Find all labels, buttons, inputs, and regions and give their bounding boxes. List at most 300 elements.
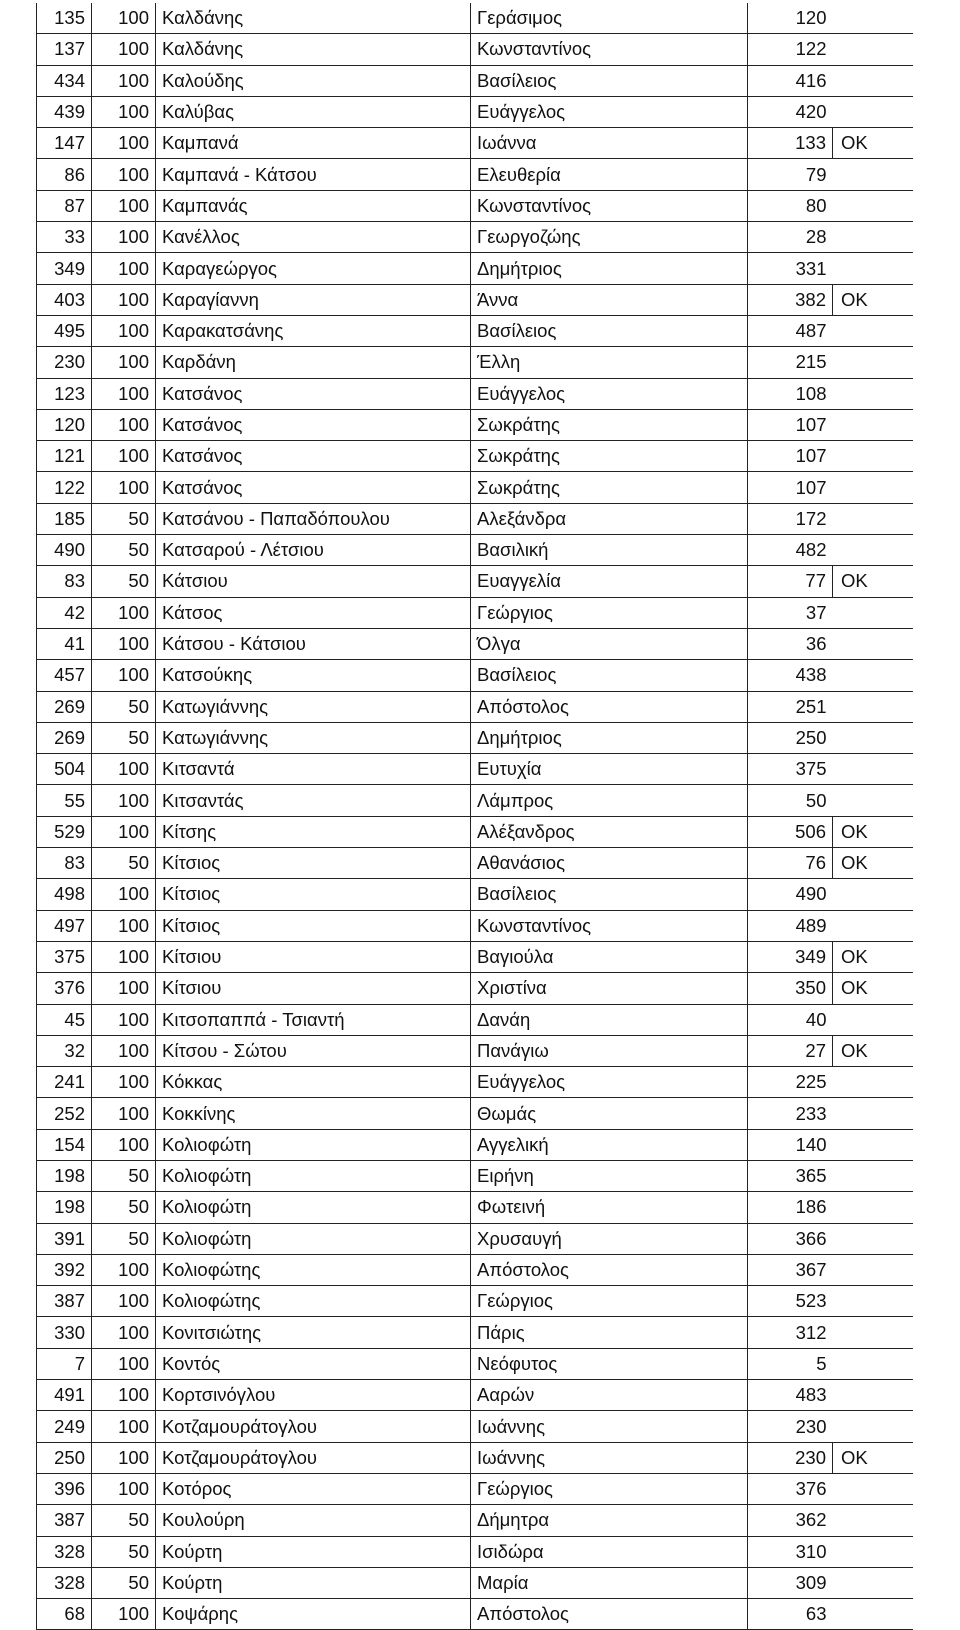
table-row	[37, 535, 913, 566]
first-name-cell: Δανάη	[471, 1004, 748, 1035]
status-mark-cell: ΟΚ	[833, 284, 913, 315]
table-row	[37, 1536, 913, 1567]
status-mark-cell	[833, 190, 913, 221]
table-row	[37, 284, 913, 315]
first-name-cell: Βασιλική	[471, 535, 748, 566]
first-name-cell: Ευάγγελος	[471, 378, 748, 409]
first-name-cell: Ιωάννης	[471, 1442, 748, 1473]
number-cell: 133	[748, 128, 833, 159]
status-mark-cell	[833, 1411, 913, 1442]
number-cell: 331	[748, 253, 833, 284]
first-name-cell: Αλέξανδρος	[471, 816, 748, 847]
first-name-cell: Ειρήνη	[471, 1160, 748, 1191]
number-cell: 490	[748, 879, 833, 910]
first-name-cell: Αγγελική	[471, 1129, 748, 1160]
status-mark-cell	[833, 1317, 913, 1348]
table-row	[37, 1098, 913, 1129]
surname-cell: Καλούδης	[156, 65, 471, 96]
first-name-cell: Κωνσταντίνος	[471, 190, 748, 221]
surname-cell: Κατσάνος	[156, 378, 471, 409]
status-mark-cell	[833, 722, 913, 753]
surname-cell: Κιτσαντά	[156, 754, 471, 785]
number-cell: 120	[748, 3, 833, 34]
first-name-cell: Πάρις	[471, 1317, 748, 1348]
table-row	[37, 1286, 913, 1317]
record-id-cell: 269	[37, 722, 92, 753]
status-mark-cell	[833, 34, 913, 65]
number-cell: 107	[748, 409, 833, 440]
surname-cell: Κολιοφώτης	[156, 1286, 471, 1317]
record-id-cell: 328	[37, 1567, 92, 1598]
number-cell: 487	[748, 315, 833, 346]
status-mark-cell	[833, 1192, 913, 1223]
surname-cell: Κατσάνος	[156, 441, 471, 472]
first-name-cell: Όλγα	[471, 628, 748, 659]
share-cell: 100	[92, 1067, 156, 1098]
surname-cell: Κατσάνος	[156, 409, 471, 440]
table-row	[37, 1599, 913, 1630]
record-id-cell: 68	[37, 1599, 92, 1630]
surname-cell: Κόκκας	[156, 1067, 471, 1098]
table-row	[37, 722, 913, 753]
first-name-cell: Φωτεινή	[471, 1192, 748, 1223]
surname-cell: Καραγεώργος	[156, 253, 471, 284]
number-cell: 506	[748, 816, 833, 847]
status-mark-cell: ΟΚ	[833, 941, 913, 972]
status-mark-cell	[833, 1067, 913, 1098]
record-id-cell: 120	[37, 409, 92, 440]
first-name-cell: Βαγιούλα	[471, 941, 748, 972]
number-cell: 312	[748, 1317, 833, 1348]
surname-cell: Κοντός	[156, 1348, 471, 1379]
record-id-cell: 457	[37, 660, 92, 691]
number-cell: 416	[748, 65, 833, 96]
status-mark-cell	[833, 1098, 913, 1129]
surname-cell: Κολιοφώτη	[156, 1223, 471, 1254]
table-row	[37, 1317, 913, 1348]
record-id-cell: 122	[37, 472, 92, 503]
status-mark-cell	[833, 597, 913, 628]
share-cell: 100	[92, 65, 156, 96]
table-row	[37, 1192, 913, 1223]
table-row	[37, 441, 913, 472]
surname-cell: Καλδάνης	[156, 34, 471, 65]
table-row	[37, 3, 913, 34]
surname-cell: Καρακατσάνης	[156, 315, 471, 346]
status-mark-cell	[833, 754, 913, 785]
first-name-cell: Ιωάννα	[471, 128, 748, 159]
status-mark-cell: ΟΚ	[833, 128, 913, 159]
record-id-cell: 55	[37, 785, 92, 816]
number-cell: 230	[748, 1411, 833, 1442]
first-name-cell: Χρυσαυγή	[471, 1223, 748, 1254]
status-mark-cell	[833, 1160, 913, 1191]
status-mark-cell	[833, 1254, 913, 1285]
surname-cell: Κατσούκης	[156, 660, 471, 691]
first-name-cell: Βασίλειος	[471, 879, 748, 910]
share-cell: 100	[92, 159, 156, 190]
first-name-cell: Απόστολος	[471, 691, 748, 722]
table-row	[37, 754, 913, 785]
table-row	[37, 1442, 913, 1473]
table-row	[37, 1067, 913, 1098]
surname-cell: Καραγίαννη	[156, 284, 471, 315]
status-mark-cell	[833, 1004, 913, 1035]
record-id-cell: 137	[37, 34, 92, 65]
first-name-cell: Κωνσταντίνος	[471, 910, 748, 941]
table-row	[37, 1223, 913, 1254]
first-name-cell: Μαρία	[471, 1567, 748, 1598]
table-row	[37, 1505, 913, 1536]
first-name-cell: Λάμπρος	[471, 785, 748, 816]
status-mark-cell	[833, 1536, 913, 1567]
number-cell: 79	[748, 159, 833, 190]
table-row	[37, 1473, 913, 1504]
table-row	[37, 1035, 913, 1066]
record-id-cell: 7	[37, 1348, 92, 1379]
number-cell: 310	[748, 1536, 833, 1567]
share-cell: 100	[92, 34, 156, 65]
first-name-cell: Ευάγγελος	[471, 96, 748, 127]
first-name-cell: Ελευθερία	[471, 159, 748, 190]
share-cell: 100	[92, 1473, 156, 1504]
surname-cell: Κιτσαντάς	[156, 785, 471, 816]
record-id-cell: 45	[37, 1004, 92, 1035]
status-mark-cell	[833, 628, 913, 659]
status-mark-cell	[833, 660, 913, 691]
share-cell: 50	[92, 566, 156, 597]
record-id-cell: 241	[37, 1067, 92, 1098]
status-mark-cell	[833, 1348, 913, 1379]
number-cell: 250	[748, 722, 833, 753]
record-id-cell: 328	[37, 1536, 92, 1567]
number-cell: 482	[748, 535, 833, 566]
record-id-cell: 87	[37, 190, 92, 221]
first-name-cell: Σωκράτης	[471, 409, 748, 440]
first-name-cell: Ιωάννης	[471, 1411, 748, 1442]
table-row	[37, 1380, 913, 1411]
status-mark-cell	[833, 879, 913, 910]
surname-cell: Καλύβας	[156, 96, 471, 127]
first-name-cell: Ισιδώρα	[471, 1536, 748, 1567]
number-cell: 63	[748, 1599, 833, 1630]
surname-cell: Κατωγιάννης	[156, 691, 471, 722]
table-row	[37, 1254, 913, 1285]
first-name-cell: Απόστολος	[471, 1254, 748, 1285]
first-name-cell: Έλλη	[471, 347, 748, 378]
surname-cell: Κίτσης	[156, 816, 471, 847]
table-row	[37, 910, 913, 941]
first-name-cell: Πανάγιω	[471, 1035, 748, 1066]
share-cell: 100	[92, 941, 156, 972]
share-cell: 100	[92, 284, 156, 315]
share-cell: 100	[92, 879, 156, 910]
share-cell: 100	[92, 128, 156, 159]
table-row	[37, 566, 913, 597]
surname-cell: Κουλούρη	[156, 1505, 471, 1536]
number-cell: 375	[748, 754, 833, 785]
number-cell: 186	[748, 1192, 833, 1223]
surname-cell: Κορτσινόγλου	[156, 1380, 471, 1411]
status-mark-cell: ΟΚ	[833, 1442, 913, 1473]
table-row	[37, 253, 913, 284]
status-mark-cell	[833, 503, 913, 534]
first-name-cell: Σωκράτης	[471, 441, 748, 472]
share-cell: 100	[92, 1599, 156, 1630]
record-id-cell: 349	[37, 253, 92, 284]
number-cell: 230	[748, 1442, 833, 1473]
first-name-cell: Ααρών	[471, 1380, 748, 1411]
status-mark-cell	[833, 65, 913, 96]
surname-cell: Κατσάνου - Παπαδόπουλου	[156, 503, 471, 534]
share-cell: 100	[92, 378, 156, 409]
surname-cell: Καμπανά - Κάτσου	[156, 159, 471, 190]
first-name-cell: Δημήτριος	[471, 253, 748, 284]
record-id-cell: 121	[37, 441, 92, 472]
record-id-cell: 123	[37, 378, 92, 409]
number-cell: 27	[748, 1035, 833, 1066]
surname-cell: Κίτσου - Σώτου	[156, 1035, 471, 1066]
record-id-cell: 498	[37, 879, 92, 910]
surname-cell: Καμπανά	[156, 128, 471, 159]
table-row	[37, 409, 913, 440]
share-cell: 100	[92, 441, 156, 472]
surname-cell: Κοψάρης	[156, 1599, 471, 1630]
surname-cell: Καρδάνη	[156, 347, 471, 378]
table-row	[37, 96, 913, 127]
status-mark-cell	[833, 1380, 913, 1411]
record-id-cell: 490	[37, 535, 92, 566]
record-id-cell: 403	[37, 284, 92, 315]
number-cell: 108	[748, 378, 833, 409]
share-cell: 50	[92, 535, 156, 566]
surname-cell: Κονιτσιώτης	[156, 1317, 471, 1348]
first-name-cell: Απόστολος	[471, 1599, 748, 1630]
table-row	[37, 65, 913, 96]
status-mark-cell	[833, 1286, 913, 1317]
surname-cell: Κίτσιου	[156, 941, 471, 972]
share-cell: 50	[92, 503, 156, 534]
first-name-cell: Αθανάσιος	[471, 848, 748, 879]
share-cell: 100	[92, 628, 156, 659]
share-cell: 100	[92, 222, 156, 253]
surname-cell: Κίτσιου	[156, 973, 471, 1004]
table-row	[37, 691, 913, 722]
share-cell: 100	[92, 1348, 156, 1379]
first-name-cell: Ευάγγελος	[471, 1067, 748, 1098]
record-id-cell: 198	[37, 1160, 92, 1191]
share-cell: 100	[92, 347, 156, 378]
share-cell: 100	[92, 816, 156, 847]
share-cell: 100	[92, 785, 156, 816]
first-name-cell: Σωκράτης	[471, 472, 748, 503]
number-cell: 140	[748, 1129, 833, 1160]
record-id-cell: 41	[37, 628, 92, 659]
share-cell: 50	[92, 1505, 156, 1536]
status-mark-cell	[833, 3, 913, 34]
share-cell: 100	[92, 754, 156, 785]
number-cell: 523	[748, 1286, 833, 1317]
record-id-cell: 147	[37, 128, 92, 159]
record-id-cell: 375	[37, 941, 92, 972]
table-row	[37, 628, 913, 659]
surname-cell: Κολιοφώτη	[156, 1192, 471, 1223]
record-id-cell: 33	[37, 222, 92, 253]
surname-cell: Κοκκίνης	[156, 1098, 471, 1129]
status-mark-cell	[833, 785, 913, 816]
share-cell: 50	[92, 848, 156, 879]
table-row	[37, 941, 913, 972]
number-cell: 233	[748, 1098, 833, 1129]
status-mark-cell: ΟΚ	[833, 973, 913, 1004]
record-id-cell: 491	[37, 1380, 92, 1411]
record-id-cell: 230	[37, 347, 92, 378]
number-cell: 77	[748, 566, 833, 597]
surname-cell: Καμπανάς	[156, 190, 471, 221]
number-cell: 365	[748, 1160, 833, 1191]
table-row	[37, 503, 913, 534]
first-name-cell: Γεώργιος	[471, 1473, 748, 1504]
number-cell: 489	[748, 910, 833, 941]
status-mark-cell	[833, 1223, 913, 1254]
surname-cell: Κοτζαμουράτογλου	[156, 1442, 471, 1473]
status-mark-cell	[833, 472, 913, 503]
surname-cell: Κατσάνος	[156, 472, 471, 503]
share-cell: 50	[92, 1567, 156, 1598]
record-id-cell: 250	[37, 1442, 92, 1473]
share-cell: 100	[92, 597, 156, 628]
first-name-cell: Γεώργιος	[471, 1286, 748, 1317]
table-row	[37, 1160, 913, 1191]
share-cell: 100	[92, 253, 156, 284]
table-row	[37, 660, 913, 691]
surname-cell: Κάτσιου	[156, 566, 471, 597]
share-cell: 100	[92, 1442, 156, 1473]
number-cell: 28	[748, 222, 833, 253]
status-mark-cell	[833, 535, 913, 566]
status-mark-cell	[833, 378, 913, 409]
share-cell: 100	[92, 409, 156, 440]
record-id-cell: 497	[37, 910, 92, 941]
share-cell: 100	[92, 1129, 156, 1160]
record-id-cell: 269	[37, 691, 92, 722]
table-row	[37, 159, 913, 190]
share-cell: 100	[92, 1035, 156, 1066]
surname-cell: Κίτσιος	[156, 910, 471, 941]
first-name-cell: Βασίλειος	[471, 65, 748, 96]
surname-cell: Κατωγιάννης	[156, 722, 471, 753]
number-cell: 483	[748, 1380, 833, 1411]
first-name-cell: Άννα	[471, 284, 748, 315]
status-mark-cell	[833, 315, 913, 346]
share-cell: 100	[92, 1254, 156, 1285]
record-id-cell: 252	[37, 1098, 92, 1129]
share-cell: 100	[92, 3, 156, 34]
share-cell: 100	[92, 1098, 156, 1129]
number-cell: 309	[748, 1567, 833, 1598]
status-mark-cell	[833, 1567, 913, 1598]
surname-cell: Κολιοφώτης	[156, 1254, 471, 1285]
first-name-cell: Θωμάς	[471, 1098, 748, 1129]
first-name-cell: Αλεξάνδρα	[471, 503, 748, 534]
surname-cell: Κοτόρος	[156, 1473, 471, 1504]
status-mark-cell	[833, 96, 913, 127]
records-table-container	[36, 3, 913, 1630]
first-name-cell: Ευτυχία	[471, 754, 748, 785]
share-cell: 100	[92, 910, 156, 941]
number-cell: 350	[748, 973, 833, 1004]
status-mark-cell: ΟΚ	[833, 566, 913, 597]
table-row	[37, 472, 913, 503]
share-cell: 100	[92, 1286, 156, 1317]
number-cell: 367	[748, 1254, 833, 1285]
status-mark-cell: ΟΚ	[833, 1035, 913, 1066]
share-cell: 50	[92, 691, 156, 722]
number-cell: 215	[748, 347, 833, 378]
record-id-cell: 135	[37, 3, 92, 34]
table-row	[37, 347, 913, 378]
first-name-cell: Ευαγγελία	[471, 566, 748, 597]
number-cell: 37	[748, 597, 833, 628]
record-id-cell: 376	[37, 973, 92, 1004]
table-row	[37, 1567, 913, 1598]
status-mark-cell: ΟΚ	[833, 816, 913, 847]
table-row	[37, 1129, 913, 1160]
first-name-cell: Νεόφυτος	[471, 1348, 748, 1379]
share-cell: 100	[92, 973, 156, 1004]
number-cell: 122	[748, 34, 833, 65]
surname-cell: Καλδάνης	[156, 3, 471, 34]
share-cell: 100	[92, 660, 156, 691]
number-cell: 251	[748, 691, 833, 722]
share-cell: 100	[92, 1380, 156, 1411]
record-id-cell: 434	[37, 65, 92, 96]
status-mark-cell	[833, 253, 913, 284]
table-row	[37, 378, 913, 409]
record-id-cell: 330	[37, 1317, 92, 1348]
record-id-cell: 249	[37, 1411, 92, 1442]
status-mark-cell	[833, 1599, 913, 1630]
number-cell: 349	[748, 941, 833, 972]
share-cell: 50	[92, 722, 156, 753]
surname-cell: Κίτσιος	[156, 848, 471, 879]
number-cell: 36	[748, 628, 833, 659]
surname-cell: Κίτσιος	[156, 879, 471, 910]
number-cell: 50	[748, 785, 833, 816]
share-cell: 100	[92, 472, 156, 503]
first-name-cell: Βασίλειος	[471, 660, 748, 691]
table-row	[37, 222, 913, 253]
record-id-cell: 83	[37, 848, 92, 879]
record-id-cell: 86	[37, 159, 92, 190]
surname-cell: Κάτσου - Κάτσιου	[156, 628, 471, 659]
status-mark-cell	[833, 910, 913, 941]
table-row	[37, 785, 913, 816]
table-row	[37, 1411, 913, 1442]
share-cell: 50	[92, 1160, 156, 1191]
first-name-cell: Δημήτριος	[471, 722, 748, 753]
share-cell: 100	[92, 190, 156, 221]
record-id-cell: 32	[37, 1035, 92, 1066]
surname-cell: Κατσαρού - Λέτσιου	[156, 535, 471, 566]
status-mark-cell: ΟΚ	[833, 848, 913, 879]
first-name-cell: Δήμητρα	[471, 1505, 748, 1536]
surname-cell: Κολιοφώτη	[156, 1160, 471, 1191]
share-cell: 50	[92, 1192, 156, 1223]
number-cell: 107	[748, 441, 833, 472]
table-row	[37, 1348, 913, 1379]
record-id-cell: 42	[37, 597, 92, 628]
